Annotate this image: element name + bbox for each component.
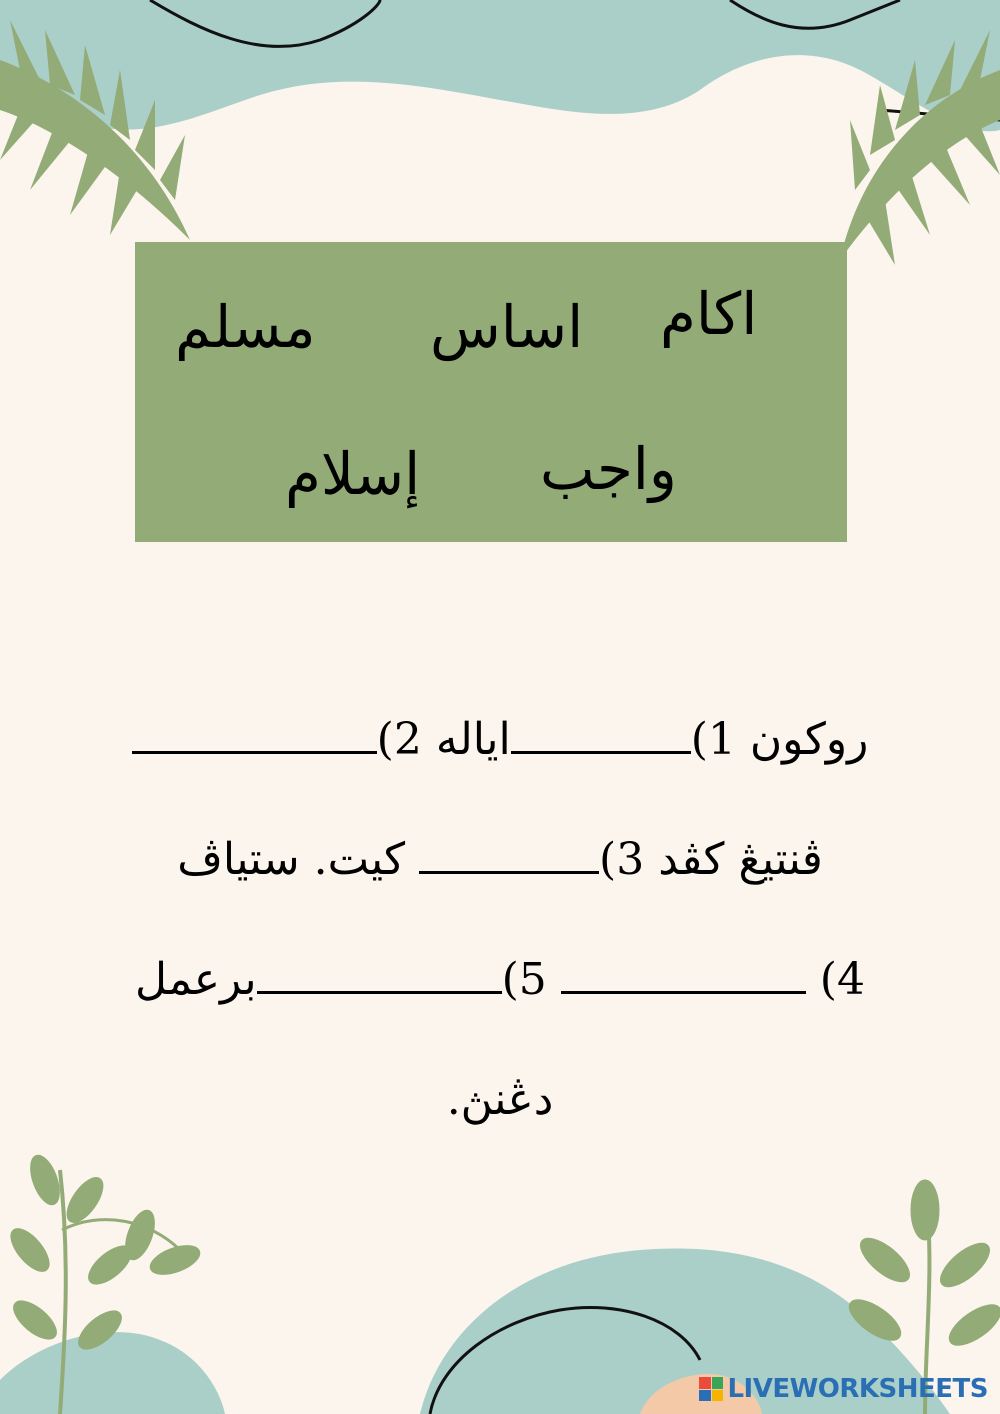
blank-2[interactable] <box>132 715 377 754</box>
passage-text: دڠنڽ. <box>446 1074 554 1125</box>
blank-3[interactable] <box>419 835 599 874</box>
passage-text: روكون 1) <box>690 714 869 765</box>
watermark-label: LIVEWORKSHEETS <box>727 1374 988 1404</box>
passage-line-1 <box>60 680 940 800</box>
passage-line-2 <box>60 800 940 920</box>
word-bank-word-4: واجب <box>540 435 677 503</box>
word-bank-word-1: اكام <box>660 280 758 348</box>
fill-in-passage <box>60 680 940 1160</box>
passage-text: اياله 2) <box>376 714 511 765</box>
word-bank-word-5: إسلام <box>285 440 421 508</box>
blank-5[interactable] <box>257 955 502 994</box>
passage-text: 4) <box>819 954 865 1005</box>
blank-1[interactable] <box>511 715 691 754</box>
liveworksheets-logo-icon <box>699 1377 723 1401</box>
bottom-left-blob <box>0 1332 225 1414</box>
word-bank-word-2: اساس <box>430 293 584 361</box>
passage-line-4 <box>60 1040 940 1160</box>
passage-text: كيت. ستياڤ <box>177 834 406 885</box>
blank-4[interactable] <box>561 955 806 994</box>
passage-text: برعمل <box>135 954 257 1005</box>
passage-text: ڤنتيڠ كڤد 3) <box>599 834 823 885</box>
liveworksheets-watermark[interactable] <box>699 1374 988 1404</box>
passage-line-3 <box>60 920 940 1040</box>
word-bank-word-3: مسلم <box>175 293 316 361</box>
passage-text: 5) <box>501 954 547 1005</box>
